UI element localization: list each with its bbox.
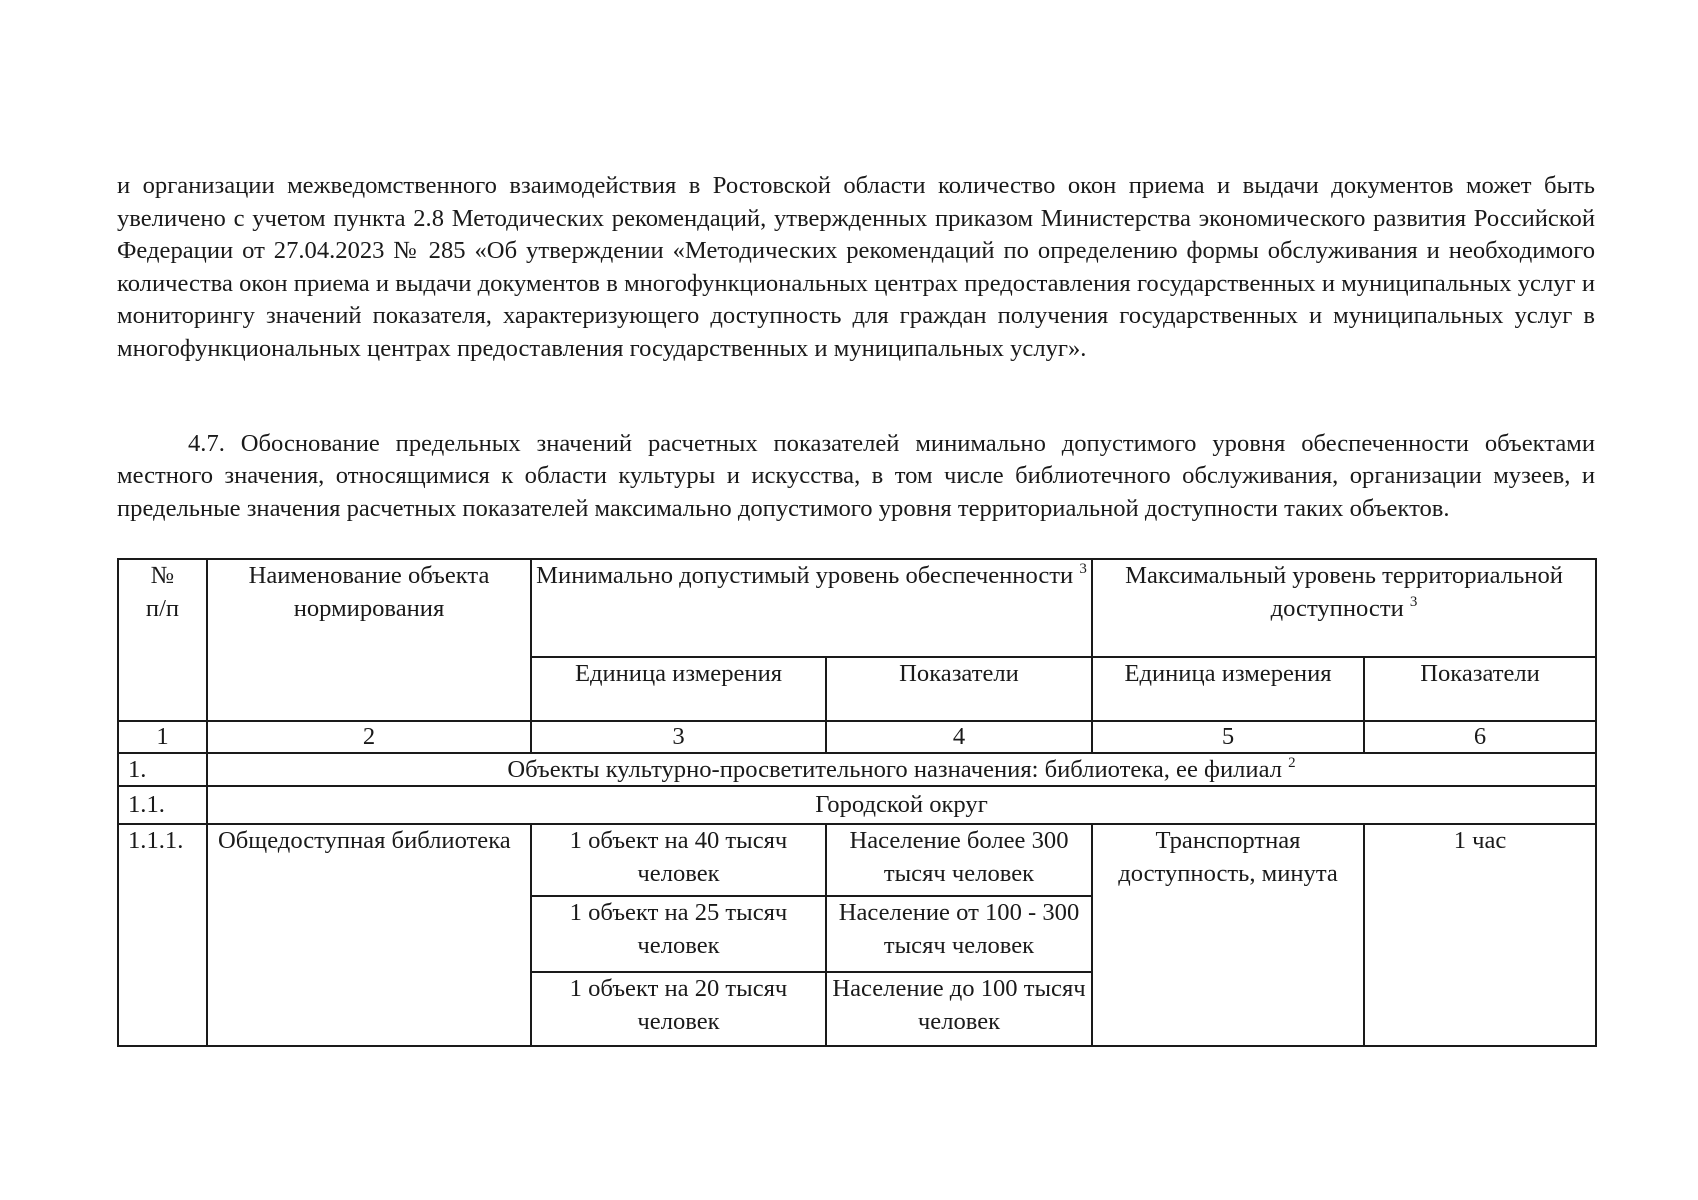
header-object-name: Наименование объекта нормирования (207, 559, 531, 721)
item-unit-min: 1 объект на 20 тысяч человек (531, 972, 826, 1046)
item-indicator-min: Население до 100 тысяч человек (826, 972, 1092, 1046)
column-index-cell: 6 (1364, 721, 1596, 753)
subsection-title: Городской округ (207, 786, 1596, 824)
header-unit-max: Единица измерения (1092, 657, 1364, 721)
item-unit-min: 1 объект на 25 тысяч человек (531, 896, 826, 972)
table-row (118, 824, 1596, 896)
header-num-abbr: п/п (145, 594, 180, 622)
column-index-cell: 1 (118, 721, 207, 753)
norms-table (117, 558, 1597, 1047)
section-num: 1. (118, 753, 207, 786)
header-num-symbol: № (150, 562, 175, 590)
table-header-row (118, 559, 1596, 657)
column-index-cell: 2 (207, 721, 531, 753)
section-title (207, 753, 1596, 786)
item-indicator-max: 1 час (1364, 824, 1596, 1046)
header-min-level-footnote: 3 (1079, 561, 1087, 578)
header-max-level-footnote: 3 (1409, 593, 1418, 610)
document-page (117, 170, 1595, 1047)
item-indicator-min: Население более 300 тысяч человек (826, 824, 1092, 896)
item-unit-min: 1 объект на 40 тысяч человек (531, 824, 826, 896)
header-max-level (1092, 559, 1596, 657)
header-min-level (531, 559, 1092, 657)
item-name: Общедоступная библиотека (207, 824, 531, 1046)
column-index-cell: 4 (826, 721, 1092, 753)
header-max-level-text: Максимальный уровень территориальной доступности (1125, 562, 1563, 622)
column-index-row (118, 721, 1596, 753)
subsection-num: 1.1. (118, 786, 207, 824)
subsection-row (118, 786, 1596, 824)
item-num: 1.1.1. (118, 824, 207, 1046)
item-unit-max: Транспортная доступность, минута (1092, 824, 1364, 1046)
header-min-level-text: Минимально допустимый уровень обеспеченности (536, 562, 1074, 590)
header-indicators-max: Показатели (1364, 657, 1596, 721)
section-title-text: Объекты культурно-просветительного назначения: библиотека, ее филиал (507, 756, 1282, 784)
section-heading-4-7: 4.7. Обоснование предельных значений расчетных показателей минимально допустимого уровня обеспеченности объектами местного значения, относящимися к области культуры и искусства, в том числе библиотечного обслуживания, организации музеев, и предельные значения расчетных показателей максимально допустимого уровня территориальной доступности таких объектов. (117, 429, 1595, 522)
section-title-footnote: 2 (1288, 755, 1296, 772)
item-indicator-min: Население от 100 - 300 тысяч человек (826, 896, 1092, 972)
header-indicators-min: Показатели (826, 657, 1092, 721)
paragraph-continuation: и организации межведомственного взаимодействия в Ростовской области количество окон приема и выдачи документов может быть увеличено с учетом пункта 2.8 Методических рекомендаций, утвержденных приказом Министерства экономического развития Российской Федерации от 27.04.2023 № 285 «Об утверждении «Методических рекомендаций по определению формы обслуживания и необходимого количества окон приема и выдачи документов в многофункциональных центрах предоставления государственных и муниципальных услуг и мониторингу значений показателя, характеризующего доступность для граждан получения государственных и муниципальных услуг в многофункциональных центрах предоставления государственных и муниципальных услуг». (117, 172, 1595, 362)
column-index-cell: 5 (1092, 721, 1364, 753)
header-num (118, 559, 207, 721)
column-index-cell: 3 (531, 721, 826, 753)
header-unit-min: Единица измерения (531, 657, 826, 721)
section-row (118, 753, 1596, 786)
